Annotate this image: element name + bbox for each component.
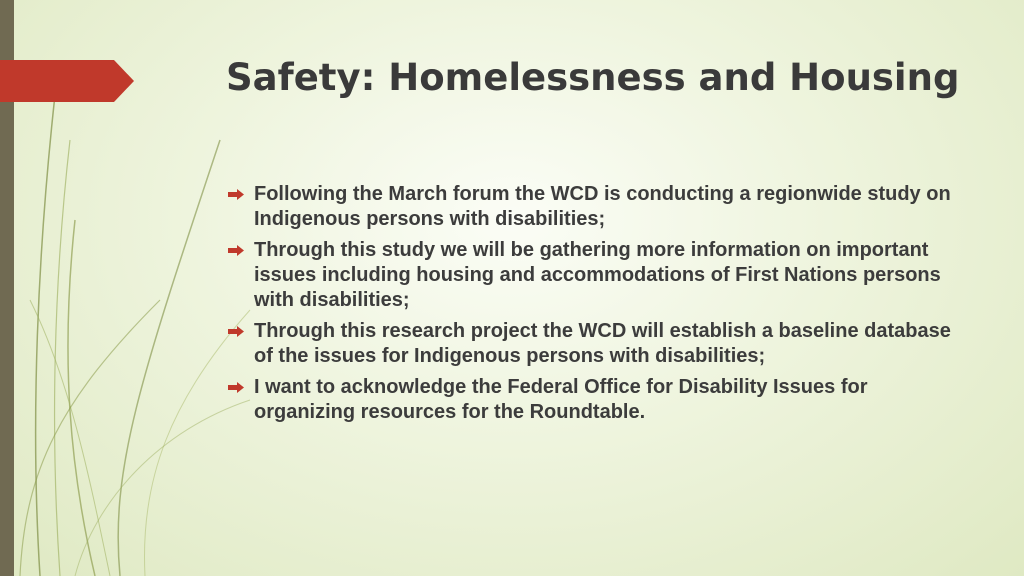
bullet-text: I want to acknowledge the Federal Office for Disability Issues for organizing resources for the Roundtable. bbox=[254, 376, 868, 423]
arrow-right-icon bbox=[228, 326, 244, 337]
bullet-text: Through this study we will be gathering more information on important issues including housing and accommodations of First Nations persons with disabilities; bbox=[254, 239, 941, 311]
title-accent-arrow bbox=[0, 60, 134, 102]
bullet-item bbox=[228, 238, 958, 313]
bullet-item bbox=[228, 375, 958, 425]
bullet-text: Following the March forum the WCD is conducting a regionwide study on Indigenous persons with disabilities; bbox=[254, 183, 951, 230]
arrow-right-icon bbox=[228, 245, 244, 256]
arrow-right-icon bbox=[228, 382, 244, 393]
bullet-list bbox=[228, 182, 958, 431]
slide-title: Safety: Homelessness and Housing bbox=[226, 56, 960, 99]
bullet-item bbox=[228, 319, 958, 369]
bullet-item bbox=[228, 182, 958, 232]
bullet-text: Through this research project the WCD will establish a baseline database of the issues for Indigenous persons with disabilities; bbox=[254, 320, 951, 367]
arrow-right-icon bbox=[228, 189, 244, 200]
